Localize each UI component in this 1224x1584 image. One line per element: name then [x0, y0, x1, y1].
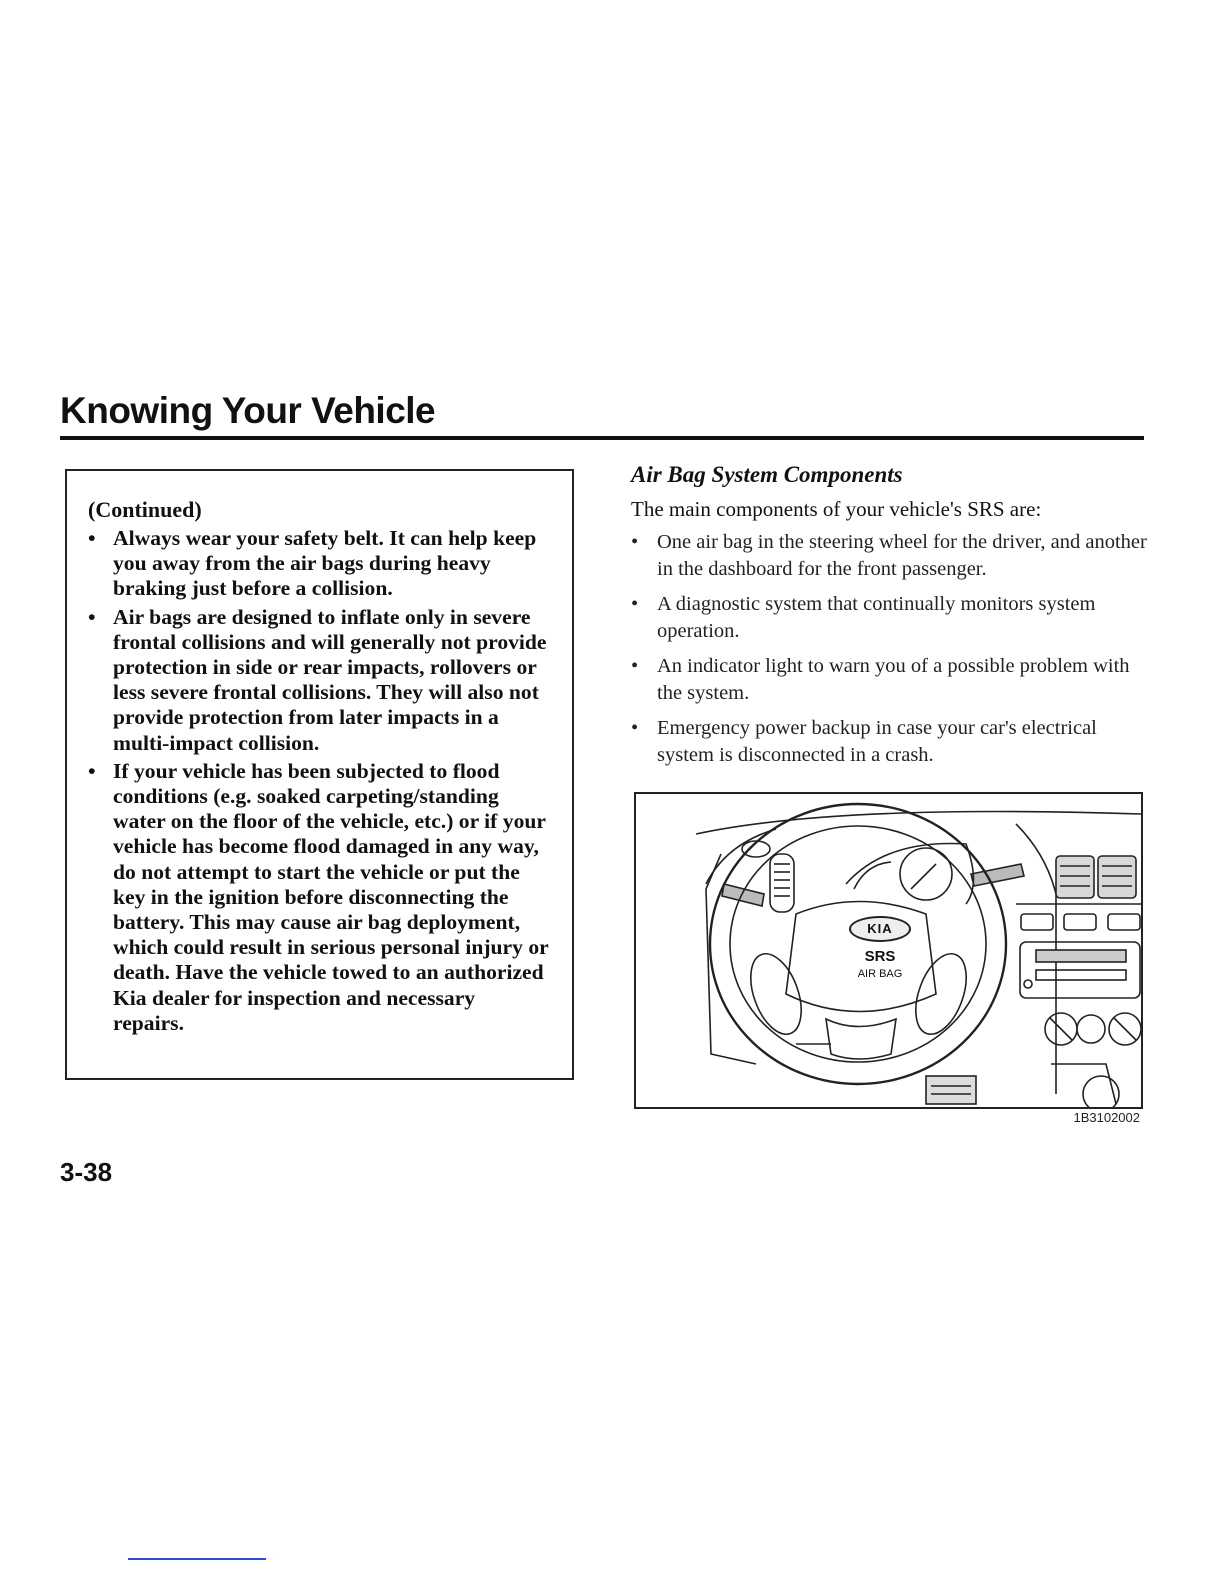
bullet-icon: •: [631, 717, 639, 739]
warning-item: [88, 605, 550, 756]
component-item-text: A diagnostic system that continually monitors system operation.: [657, 593, 1096, 642]
component-item-text: An indicator light to warn you of a possible problem with the system.: [657, 655, 1130, 704]
radio-unit-icon: [1020, 942, 1140, 998]
bullet-icon: •: [631, 593, 639, 615]
component-item-text: One air bag in the steering wheel for the driver, and another in the dashboard for the front passenger.: [657, 531, 1147, 580]
warning-item: [88, 759, 550, 1036]
dashboard-illustration: [634, 792, 1143, 1109]
page-number: 3-38: [60, 1157, 113, 1187]
left-vent-icon: [770, 854, 794, 912]
srs-label: SRS: [864, 948, 896, 965]
warning-item-text: Air bags are designed to inflate only in severe frontal collisions and will generally not provide protection in side or rear impacts, rollovers or less severe frontal collisions. They will also not provide protection from later impacts in a multi-impact collision.: [113, 604, 547, 755]
component-item: [631, 653, 1151, 707]
components-intro: The main components of your vehicle's SRS are:: [631, 497, 1042, 521]
bullet-icon: •: [631, 655, 639, 677]
warning-item-text: Always wear your safety belt. It can help keep you away from the air bags during heavy braking just before a collision.: [113, 526, 537, 601]
kia-logo: [849, 916, 911, 942]
component-item: [631, 591, 1151, 645]
warning-item: [88, 526, 550, 602]
component-item: [631, 529, 1151, 583]
warning-item-text: If your vehicle has been subjected to flood conditions (e.g. soaked carpeting/standing water on the floor of the vehicle, etc.) or if your vehicle has become flood damaged in any way, do not attempt to start the vehicle or put the key in the ignition before disconnecting the battery. This may cause air bag deployment, which could result in serious personal injury or death. Have the vehicle towed to an authorized Kia dealer for inspection and necessary repairs.: [113, 758, 549, 1035]
bottom-rule: [128, 1558, 266, 1560]
title-rule: [60, 436, 1144, 440]
bullet-icon: •: [88, 604, 96, 629]
section-title: Knowing Your Vehicle: [60, 390, 436, 431]
component-item-text: Emergency power backup in case your car's electrical system is disconnected in a crash.: [657, 717, 1097, 766]
kia-logo-text: KIA: [867, 921, 893, 936]
warning-continued-label: (Continued): [88, 497, 202, 522]
center-vents-icon: [1056, 856, 1136, 898]
components-title: Air Bag System Components: [631, 462, 903, 487]
bullet-icon: •: [631, 531, 639, 553]
steering-wheel-icon: [710, 804, 1006, 1084]
bullet-icon: •: [88, 758, 96, 783]
figure-code: 1B3102002: [1073, 1110, 1140, 1125]
climate-knobs-icon: [1045, 1013, 1141, 1045]
airbag-label: AIR BAG: [857, 968, 903, 980]
components-list: [631, 529, 1151, 777]
warning-list: [88, 526, 550, 1039]
component-item: [631, 715, 1151, 769]
bullet-icon: •: [88, 526, 96, 550]
